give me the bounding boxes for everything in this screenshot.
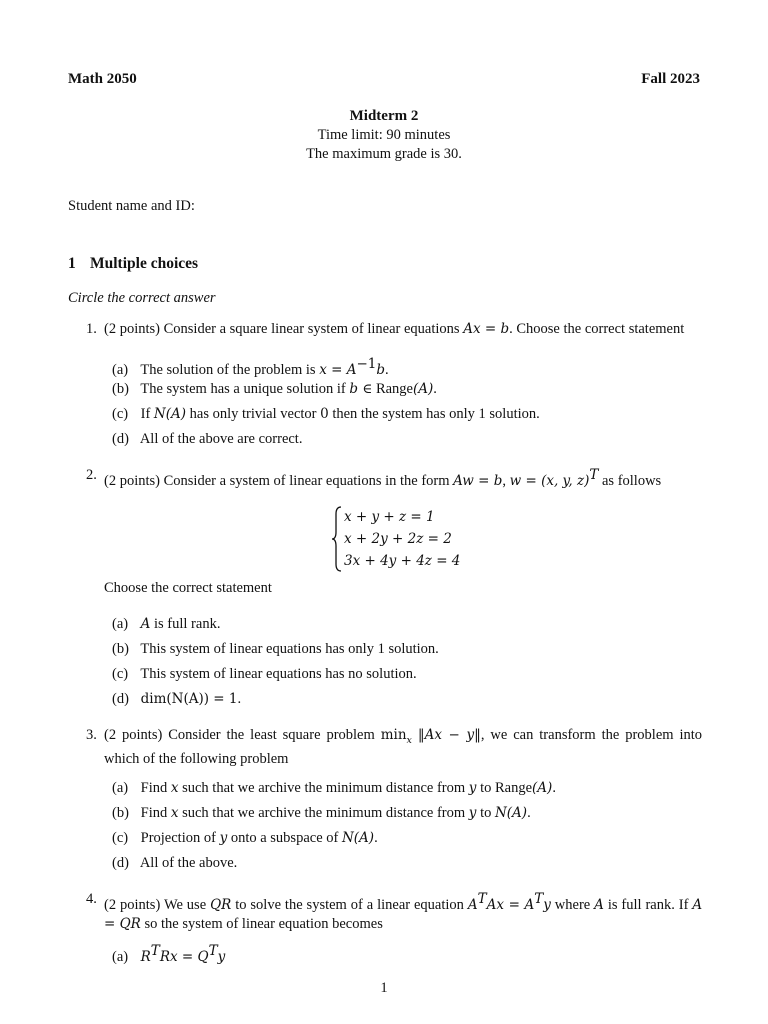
- question-3: [86, 726, 702, 769]
- text: Consider a system of linear equations in the form: [163, 472, 450, 489]
- equation-lines: [344, 506, 460, 572]
- student-name-label: Student name and ID:: [68, 198, 195, 214]
- math: N(A): [341, 830, 375, 846]
- math: Rx = Q: [159, 948, 209, 965]
- math: R: [140, 948, 151, 965]
- math: y: [468, 805, 477, 821]
- math: Aw = b: [453, 472, 503, 489]
- question-text: [104, 890, 702, 934]
- option-text: Find: [140, 805, 168, 821]
- math: min: [380, 727, 407, 743]
- points: (2 points): [104, 727, 163, 743]
- math: Ax = A: [486, 896, 535, 913]
- q2-option-b: [112, 640, 439, 659]
- q3-option-b: [112, 804, 531, 823]
- term: Fall 2023: [641, 71, 700, 87]
- option-text: .: [385, 361, 389, 378]
- option-text: .: [433, 381, 437, 397]
- math: 0: [320, 406, 329, 422]
- math: y: [219, 830, 228, 846]
- math-text: Range: [494, 780, 533, 796]
- math-sup: T: [208, 943, 218, 959]
- option-text: onto a subspace of: [230, 830, 339, 846]
- question-number: 3.: [86, 727, 97, 743]
- time-limit: Time limit: 90 minutes: [317, 127, 451, 143]
- math-text: Range: [375, 381, 413, 397]
- section-instruction: Circle the correct answer: [68, 290, 216, 306]
- points: (2 points): [104, 472, 160, 489]
- math: ‖Ax − y‖: [417, 727, 481, 743]
- option-label: (b): [112, 641, 129, 657]
- page-number: 1: [380, 980, 388, 996]
- option-label: (d): [112, 855, 129, 871]
- equation: x + 2y + 2z = 2: [344, 531, 452, 547]
- choose-statement: Choose the correct statement: [104, 580, 272, 596]
- title-block: [0, 107, 768, 164]
- math-sup: T: [150, 943, 160, 959]
- math: N(A): [494, 805, 528, 821]
- text: where: [554, 896, 591, 913]
- question-number: 1.: [86, 321, 97, 337]
- option-text: Projection of: [140, 830, 216, 846]
- q3-option-c: [112, 829, 378, 848]
- math: A: [140, 616, 151, 632]
- equation: 3x + 4y + 4z = 4: [344, 553, 461, 569]
- option-text: The solution of the problem is: [140, 361, 316, 378]
- text: to solve the system of a linear equation: [235, 896, 464, 913]
- max-grade: The maximum grade is 30.: [306, 146, 462, 162]
- option-label: (a): [112, 780, 129, 796]
- math: x: [170, 780, 179, 796]
- math: y: [543, 896, 551, 913]
- section-title: Multiple choices: [90, 255, 199, 272]
- math-sup: −1: [356, 356, 377, 372]
- q1-option-c: [112, 405, 540, 424]
- question-number: 2.: [86, 467, 97, 483]
- text: . Choose the correct statement: [509, 321, 685, 337]
- option-text: to: [480, 780, 492, 796]
- option-text: then the system has only 1 solution.: [332, 406, 540, 422]
- option-text: This system of linear equations has only 1 solution.: [140, 641, 439, 657]
- q3-option-d: [112, 854, 237, 873]
- question-4: [86, 890, 702, 934]
- option-label: (c): [112, 406, 129, 422]
- math: N(A): [153, 406, 187, 422]
- question-1: [86, 320, 702, 339]
- math-sup: T: [477, 891, 487, 907]
- q1-option-b: [112, 380, 437, 399]
- option-text: All of the above.: [139, 855, 238, 871]
- question-text: [104, 726, 702, 769]
- option-text: such that we archive the minimum distance from: [182, 805, 466, 821]
- math-sup: T: [589, 467, 599, 483]
- option-label: (b): [112, 805, 129, 821]
- question-number: 4.: [86, 891, 97, 907]
- option-text: to: [480, 805, 492, 821]
- math: y: [468, 780, 477, 796]
- option-label: (a): [112, 948, 129, 965]
- math: QR: [210, 896, 232, 913]
- q2-option-c: [112, 665, 417, 684]
- text: Consider the least square problem: [168, 727, 375, 743]
- math: b ∈: [349, 381, 373, 397]
- text: is full rank. If: [607, 896, 689, 913]
- points: (2 points): [104, 896, 161, 913]
- q1-option-a: [112, 355, 389, 380]
- option-text: .: [552, 780, 556, 796]
- question-text: [104, 320, 702, 339]
- math: b: [376, 361, 386, 378]
- points: (2 points): [104, 321, 160, 337]
- math-sub: x: [406, 734, 412, 746]
- option-label: (c): [112, 666, 129, 682]
- text: ,: [502, 472, 507, 489]
- math: A: [594, 896, 604, 913]
- section-number: 1: [68, 255, 76, 272]
- math: A = QR: [104, 896, 703, 932]
- text: Consider a square linear system of linear equations: [163, 321, 460, 337]
- text: We use: [163, 896, 207, 913]
- equation: x + y + z = 1: [344, 509, 435, 525]
- question-text: [104, 466, 702, 491]
- math: (A): [413, 381, 434, 397]
- option-text: .: [374, 830, 378, 846]
- section-heading: [68, 255, 198, 273]
- option-text: has only trivial vector: [189, 406, 317, 422]
- option-label: (c): [112, 830, 129, 846]
- option-label: (d): [112, 431, 129, 447]
- option-text: All of the above are correct.: [139, 431, 303, 447]
- course-code: Math 2050: [68, 71, 137, 87]
- math: A: [467, 896, 478, 913]
- option-label: (a): [112, 361, 129, 378]
- option-text: .: [527, 805, 531, 821]
- math: w = (x, y, z): [509, 472, 590, 489]
- exam-title: Midterm 2: [349, 108, 419, 124]
- question-2: [86, 466, 702, 491]
- option-text: Find: [140, 780, 168, 796]
- text: as follows: [602, 472, 662, 489]
- q3-option-a: [112, 779, 556, 798]
- math: x = A: [319, 361, 357, 378]
- text: , we can transform the problem into which of the following problem: [104, 727, 703, 767]
- math: dim(N(A)) = 1: [140, 691, 238, 707]
- math: Ax = b: [463, 321, 510, 337]
- q2-option-a: [112, 615, 220, 634]
- option-label: (a): [112, 616, 129, 632]
- option-text: This system of linear equations has no solution.: [140, 666, 417, 682]
- math: (A): [532, 780, 553, 796]
- option-text: such that we archive the minimum distance from: [182, 780, 466, 796]
- q4-option-a: [112, 942, 225, 967]
- option-text: If: [140, 406, 151, 422]
- math: y: [217, 948, 226, 965]
- q2-option-d: [112, 690, 241, 709]
- math: x: [170, 805, 179, 821]
- left-brace-icon: [331, 506, 343, 572]
- option-text: is full rank.: [154, 616, 221, 632]
- option-text: The system has a unique solution if: [140, 381, 346, 397]
- q1-option-d: [112, 430, 302, 449]
- option-label: (d): [112, 691, 129, 707]
- option-label: (b): [112, 381, 129, 397]
- option-text: .: [237, 691, 242, 707]
- text: so the system of linear equation becomes: [144, 915, 383, 932]
- math-sup: T: [534, 891, 544, 907]
